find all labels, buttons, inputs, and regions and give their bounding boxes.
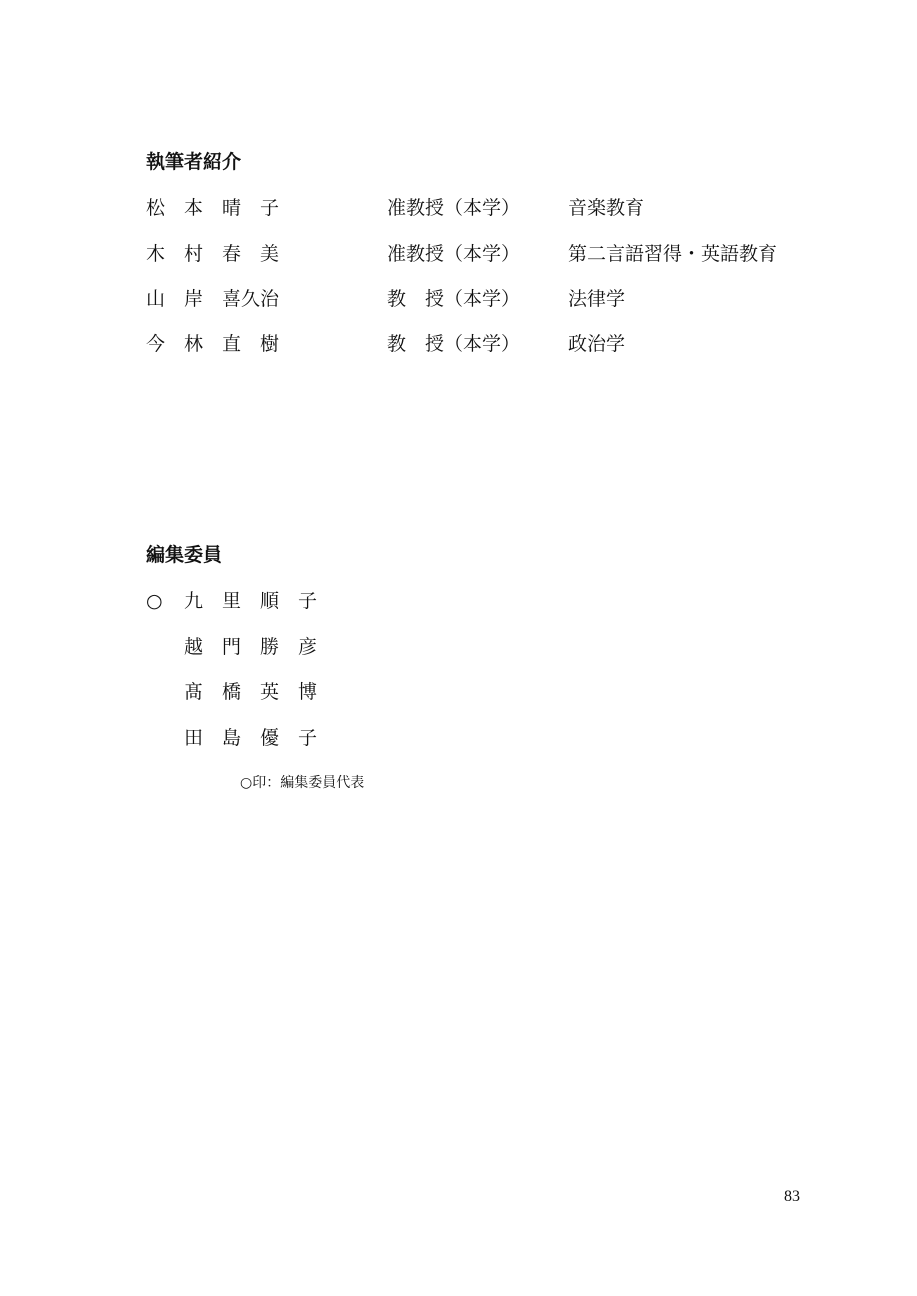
- editor-name: 九 里 順 子: [184, 590, 318, 612]
- editors-heading: 編集委員: [146, 544, 223, 566]
- author-row: [0, 285, 917, 313]
- author-title: 准教授（本学）: [387, 243, 521, 265]
- editor-row: [0, 587, 917, 615]
- author-title: 教 授（本学）: [387, 288, 521, 310]
- editor-name: 越 門 勝 彦: [184, 636, 318, 658]
- author-title: 准教授（本学）: [387, 197, 521, 219]
- author-row: [0, 194, 917, 222]
- author-title: 教 授（本学）: [387, 333, 521, 355]
- editor-row: [0, 633, 917, 661]
- author-field: 政治学: [568, 333, 626, 355]
- author-field: 法律学: [568, 288, 626, 310]
- author-row: [0, 240, 917, 268]
- editor-row: [0, 724, 917, 752]
- representative-note: ○印：編集委員代表: [240, 775, 365, 791]
- author-name: 松 本 晴 子: [146, 197, 280, 219]
- page-number: 83: [784, 1188, 800, 1205]
- author-name: 今 林 直 樹: [146, 333, 280, 355]
- editor-name: 髙 橋 英 博: [184, 681, 318, 703]
- representative-marker: ○: [146, 590, 163, 612]
- author-field: 音楽教育: [568, 197, 645, 219]
- authors-heading: 執筆者紹介: [146, 151, 242, 173]
- editor-name: 田 島 優 子: [184, 727, 318, 749]
- author-name: 山 岸 喜久治: [146, 288, 280, 310]
- author-row: [0, 330, 917, 358]
- author-field: 第二言語習得・英語教育: [568, 243, 778, 265]
- editor-row: [0, 678, 917, 706]
- author-name: 木 村 春 美: [146, 243, 280, 265]
